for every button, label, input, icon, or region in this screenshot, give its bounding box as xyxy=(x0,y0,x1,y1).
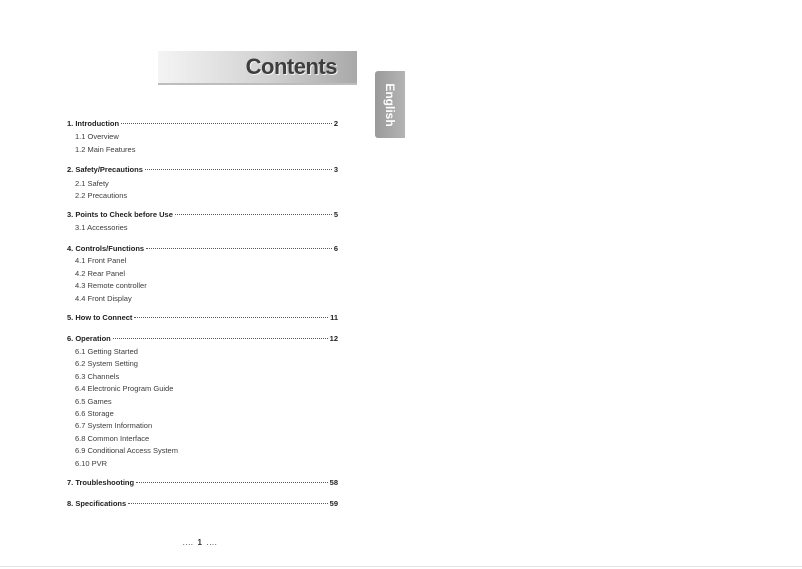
toc-page-number: 2 xyxy=(333,119,338,128)
toc-chapter-1[interactable] xyxy=(67,118,338,130)
toc-chapter-7[interactable] xyxy=(67,477,338,489)
toc-subsection[interactable]: 6.4 Electronic Program Guide xyxy=(75,384,174,393)
toc-chapter-2[interactable] xyxy=(67,164,338,176)
toc-subsection[interactable]: 4.2 Rear Panel xyxy=(75,269,126,278)
toc-chapter-label: 8. Specifications xyxy=(67,499,127,508)
dot-leader xyxy=(128,502,327,504)
toc-chapter-label: 6. Operation xyxy=(67,334,111,343)
toc-subsection[interactable]: 4.1 Front Panel xyxy=(75,256,127,265)
toc-chapter-label: 1. Introduction xyxy=(67,119,120,128)
page-title: Contents xyxy=(245,54,337,79)
toc-page-number: 11 xyxy=(330,313,338,322)
toc-subsection[interactable]: 6.10 PVR xyxy=(75,459,108,468)
toc-chapter-label: 2. Safety/Precautions xyxy=(67,165,143,174)
toc-page-number: 5 xyxy=(333,210,338,219)
toc-subsection[interactable]: 2.1 Safety xyxy=(75,179,109,188)
toc-subsection[interactable]: 1.2 Main Features xyxy=(75,145,136,154)
toc-page-number: 3 xyxy=(333,165,338,174)
toc-subsection[interactable]: 6.8 Common Interface xyxy=(75,434,150,443)
toc-subsection[interactable]: 3.1 Accessories xyxy=(75,223,128,232)
bottom-divider xyxy=(0,566,802,567)
toc-chapter-label: 4. Controls/Functions xyxy=(67,244,145,253)
footer-dots-left: .... xyxy=(182,538,194,547)
toc-page-number: 12 xyxy=(329,334,338,343)
toc-chapter-4[interactable] xyxy=(67,243,338,255)
dot-leader xyxy=(134,316,328,318)
toc-chapter-5[interactable] xyxy=(67,312,338,324)
toc-subsection[interactable]: 4.4 Front Display xyxy=(75,294,132,303)
toc-chapter-3[interactable] xyxy=(67,209,338,221)
dot-leader xyxy=(136,481,328,483)
toc-subsection[interactable]: 6.6 Storage xyxy=(75,409,114,418)
toc-chapter-label: 5. How to Connect xyxy=(67,313,133,322)
toc-subsection[interactable]: 6.2 System Setting xyxy=(75,359,138,368)
dot-leader xyxy=(146,247,332,249)
toc-subsection[interactable]: 4.3 Remote controller xyxy=(75,281,147,290)
toc-page-number: 6 xyxy=(333,244,338,253)
dot-leader xyxy=(121,122,332,124)
toc-subsection[interactable]: 2.2 Precautions xyxy=(75,191,128,200)
toc-page-number: 58 xyxy=(329,478,338,487)
dot-leader xyxy=(175,213,332,215)
toc-subsection[interactable]: 6.3 Channels xyxy=(75,372,120,381)
toc-chapter-label: 7. Troubleshooting xyxy=(67,478,135,487)
dot-leader xyxy=(145,168,332,170)
toc-subsection[interactable]: 1.1 Overview xyxy=(75,132,119,141)
footer-dots-right: .... xyxy=(206,538,218,547)
toc-chapter-6[interactable] xyxy=(67,333,338,345)
toc-chapter-8[interactable] xyxy=(67,498,338,510)
contents-title-bar xyxy=(158,51,357,83)
dot-leader xyxy=(113,337,328,339)
page-number: 1 xyxy=(197,538,203,547)
toc-subsection[interactable]: 6.5 Games xyxy=(75,397,112,406)
toc-page-number: 59 xyxy=(329,499,338,508)
language-tab[interactable] xyxy=(375,71,405,138)
page-footer xyxy=(176,538,224,547)
toc-subsection[interactable]: 6.9 Conditional Access System xyxy=(75,446,178,455)
toc-subsection[interactable]: 6.1 Getting Started xyxy=(75,347,138,356)
toc-chapter-label: 3. Points to Check before Use xyxy=(67,210,173,219)
toc-subsection[interactable]: 6.7 System Information xyxy=(75,421,153,430)
language-tab-label: English xyxy=(383,82,397,127)
